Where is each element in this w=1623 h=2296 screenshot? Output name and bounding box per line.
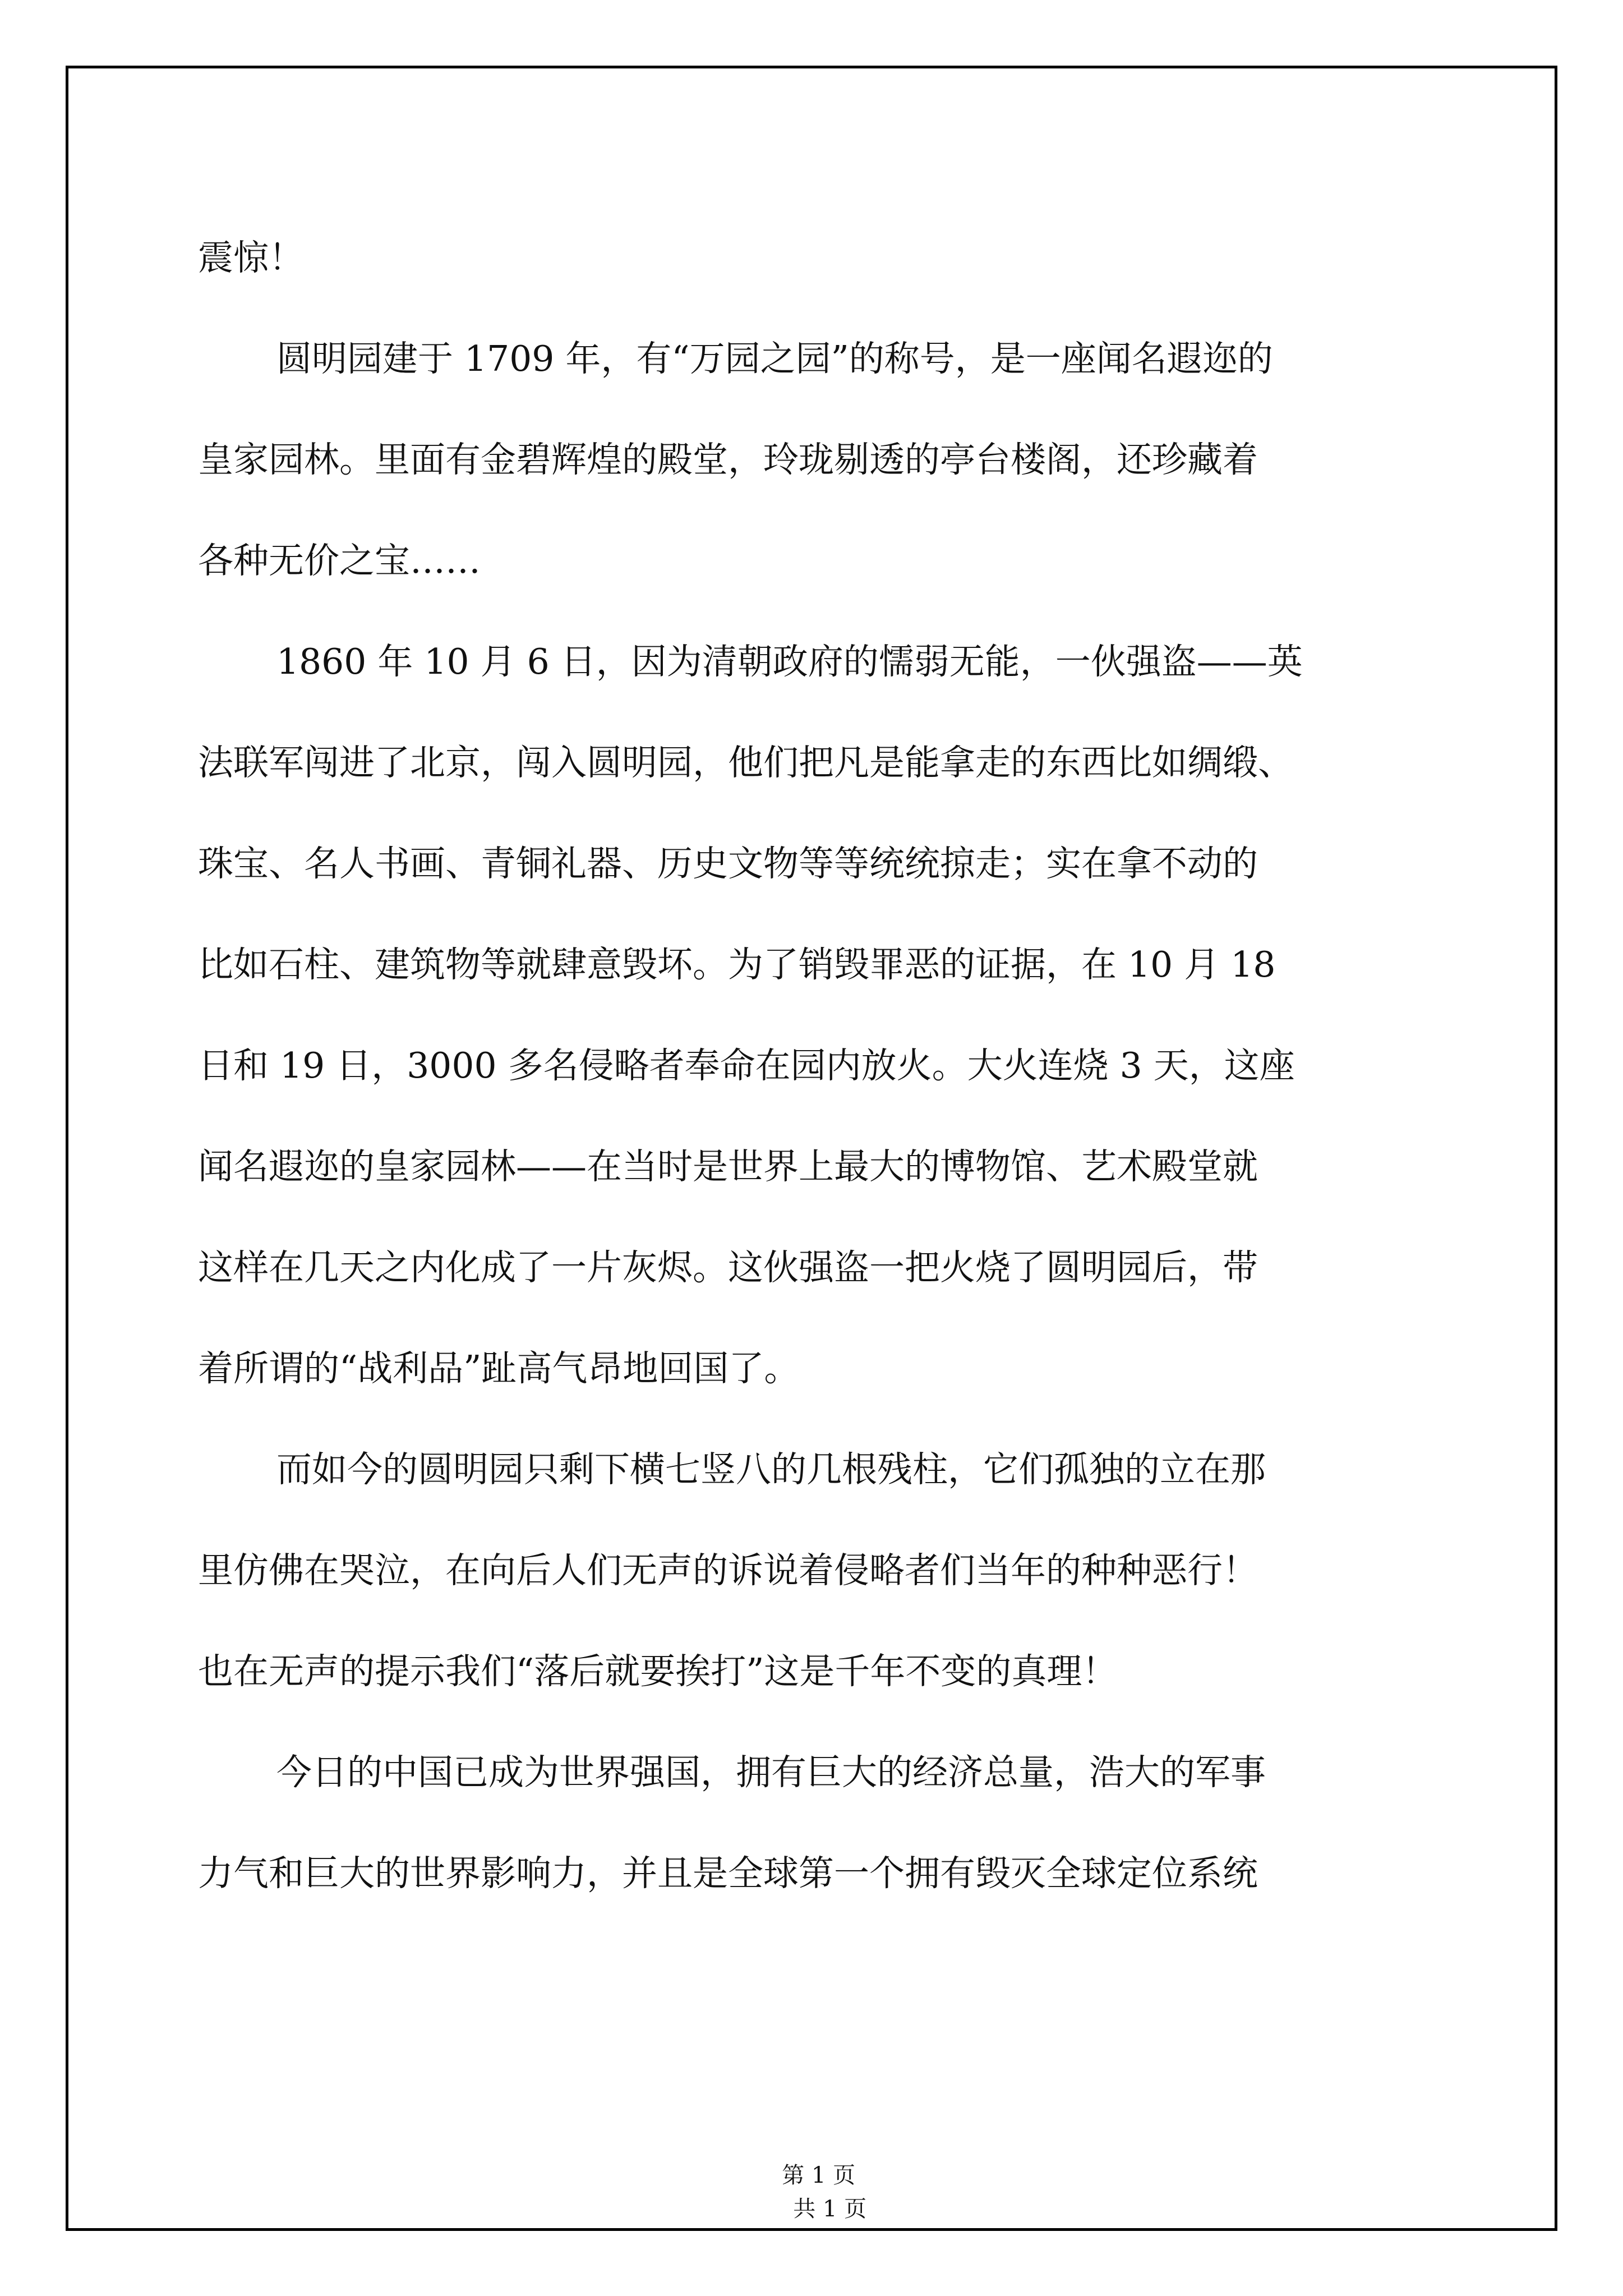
text-line: 1860 年 10 月 6 日，因为清朝政府的懦弱无能，一伙强盗——英	[276, 641, 1303, 682]
text-line: 这样在几天之内化成了一片灰烬。这伙强盗一把火烧了圆明园后，带	[198, 1247, 1258, 1288]
paragraph	[198, 208, 1432, 309]
text-line: 皇家园林。里面有金碧辉煌的殿堂，玲珑剔透的亭台楼阁，还珍藏着	[198, 439, 1258, 480]
page-total: 共 1 页	[793, 2196, 867, 2222]
text-line: 也在无声的提示我们“落后就要挨打”这是千年不变的真理！	[198, 1651, 1118, 1692]
text-line: 里仿佛在哭泣，在向后人们无声的诉说着侵略者们当年的种种恶行！	[198, 1550, 1258, 1591]
text-line: 而如今的圆明园只剩下横七竖八的几根残柱，它们孤独的立在那	[276, 1449, 1266, 1490]
text-line: 比如石柱、建筑物等就肆意毁坏。为了销毁罪恶的证据，在 10 月 18	[198, 944, 1276, 985]
paragraph	[198, 611, 1432, 1419]
page-footer	[0, 2125, 1623, 2226]
text-line: 法联军闯进了北京，闯入圆明园，他们把凡是能拿走的东西比如绸缎、	[198, 742, 1293, 783]
document-body	[198, 208, 1432, 1924]
text-line: 闻名遐迩的皇家园林——在当时是世界上最大的博物馆、艺术殿堂就	[198, 1146, 1258, 1187]
text-line: 着所谓的“战利品”趾高气昂地回国了。	[198, 1348, 800, 1389]
text-line: 各种无价之宝……	[198, 540, 481, 581]
text-line: 圆明园建于 1709 年，有“万园之园”的称号，是一座闻名遐迩的	[276, 338, 1273, 379]
text-line: 力气和巨大的世界影响力，并且是全球第一个拥有毁灭全球定位系统	[198, 1853, 1258, 1894]
text-line: 今日的中国已成为世界强国，拥有巨大的经济总量，浩大的军事	[276, 1752, 1266, 1793]
paragraph	[198, 1419, 1432, 1722]
text-line: 震惊！	[198, 237, 304, 278]
text-line: 日和 19 日，3000 多名侵略者奉命在园内放火。大火连烧 3 天，这座	[198, 1045, 1295, 1086]
paragraph	[198, 309, 1432, 611]
paragraph	[198, 1722, 1432, 1924]
text-line: 珠宝、名人书画、青铜礼器、历史文物等等统统掠走；实在拿不动的	[198, 843, 1258, 884]
page-number: 第 1 页	[782, 2162, 856, 2188]
